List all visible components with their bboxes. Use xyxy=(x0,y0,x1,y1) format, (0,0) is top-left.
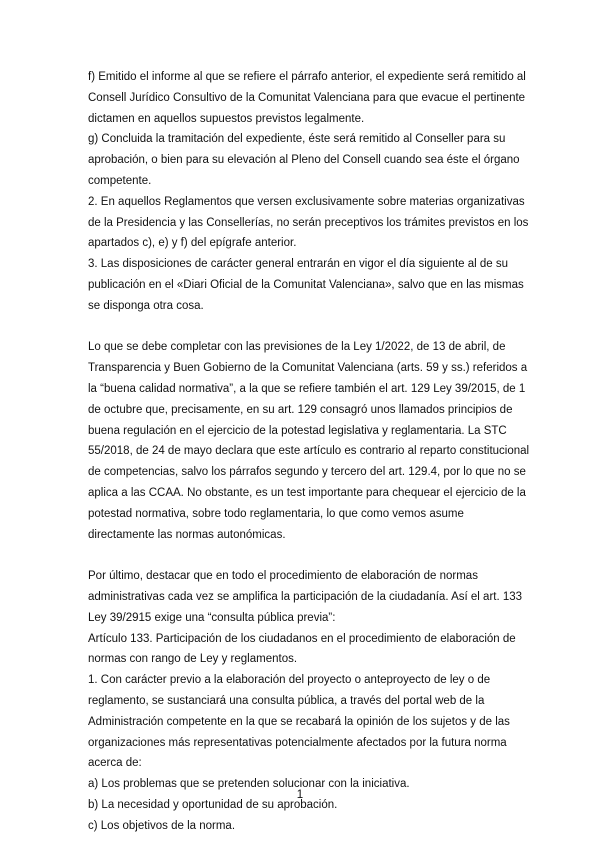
text-line: g) Concluida la tramitación del expediente, éste será remitido al Conseller para su xyxy=(88,133,506,146)
text-line: potestad normativa, sobre todo reglamentaria, lo que como vemos asume xyxy=(88,507,464,520)
text-line: 1. Con carácter previo a la elaboración del proyecto o anteproyecto de ley o de xyxy=(88,674,491,687)
paragraph xyxy=(88,67,529,317)
text-line: de la Presidencia y las Consellerías, no serán preceptivos los trámites previstos en los xyxy=(88,216,529,229)
text-line: a) Los problemas que se pretenden solucionar con la iniciativa. xyxy=(88,778,410,791)
document-body xyxy=(88,67,530,836)
text-line: Transparencia y Buen Gobierno de la Comunitat Valenciana (arts. 59 y ss.) referidos a xyxy=(88,362,528,375)
text-line: Lo que se debe completar con las previsiones de la Ley 1/2022, de 13 de abril, de xyxy=(88,341,506,354)
text-line: de octubre que, precisamente, en su art. 129 consagró unos llamados principios de xyxy=(88,403,513,416)
paragraph-gap xyxy=(88,317,524,338)
text-line: Consell Jurídico Consultivo de la Comunitat Valenciana para que evacue el pertinente xyxy=(88,91,526,104)
text-line: f) Emitido el informe al que se refiere el párrafo anterior, el expediente será remitido al xyxy=(88,71,526,83)
text-line: administrativas cada vez se amplifica la participación de la ciudadanía. Así el art. 133 xyxy=(88,590,523,603)
text-line: c) Los objetivos de la norma. xyxy=(88,819,236,832)
text-line: publicación en el «Diari Oficial de la Comunitat Valenciana», salvo que en las mismas xyxy=(88,278,524,291)
text-line: competente. xyxy=(88,174,152,187)
text-line: 2. En aquellos Reglamentos que versen exclusivamente sobre materias organizativas xyxy=(88,195,525,208)
text-line: se disponga otra cosa. xyxy=(88,299,204,312)
text-line: normas con rango de Ley y reglamentos. xyxy=(88,653,298,666)
text-line: dictamen en aquellos supuestos previstos legalmente. xyxy=(88,112,365,125)
text-line: aprobación, o bien para su elevación al Pleno del Consell cuando sea éste el órgano xyxy=(88,154,520,167)
text-line: buena regulación en el ejercicio de la potestad legislativa y reglamentaria. La STC xyxy=(88,424,507,437)
text-line: 3. Las disposiciones de carácter general entrarán en vigor el día siguiente al de su xyxy=(88,258,509,271)
text-line: 55/2018, de 24 de mayo declara que este artículo es contrario al reparto constitucional xyxy=(88,445,530,458)
text-line: Ley 39/2915 exige una “consulta pública previa”: xyxy=(88,611,336,624)
text-line: Artículo 133. Participación de los ciudadanos en el procedimiento de elaboración de xyxy=(88,632,516,645)
text-line: apartados c), e) y f) del epígrafe anterior. xyxy=(88,237,297,250)
paragraph-gap xyxy=(88,545,524,566)
text-line: Administración competente en la que se recabará la opinión de los sujetos y de las xyxy=(88,715,510,728)
text-line: de competencias, salvo los párrafos segundo y tercero del art. 129.4, por lo que no se xyxy=(88,466,526,479)
text-line: directamente las normas autonómicas. xyxy=(88,528,286,541)
text-line: Por último, destacar que en todo el procedimiento de elaboración de normas xyxy=(88,570,478,583)
paragraph xyxy=(88,337,530,545)
page-number: 1 xyxy=(296,789,304,801)
text-line: b) La necesidad y oportunidad de su aprobación. xyxy=(88,798,338,811)
text-line: aplica a las CCAA. No obstante, es un test importante para chequear el ejercicio de la xyxy=(88,486,526,499)
text-line: acerca de: xyxy=(88,757,142,770)
text-line: organizaciones más representativas potencialmente afectados por la futura norma xyxy=(88,736,507,749)
text-line: la “buena calidad normativa”, a la que se refiere también el art. 129 Ley 39/2015, de 1 xyxy=(88,382,526,395)
text-line: reglamento, se sustanciará una consulta pública, a través del portal web de la xyxy=(88,694,485,707)
